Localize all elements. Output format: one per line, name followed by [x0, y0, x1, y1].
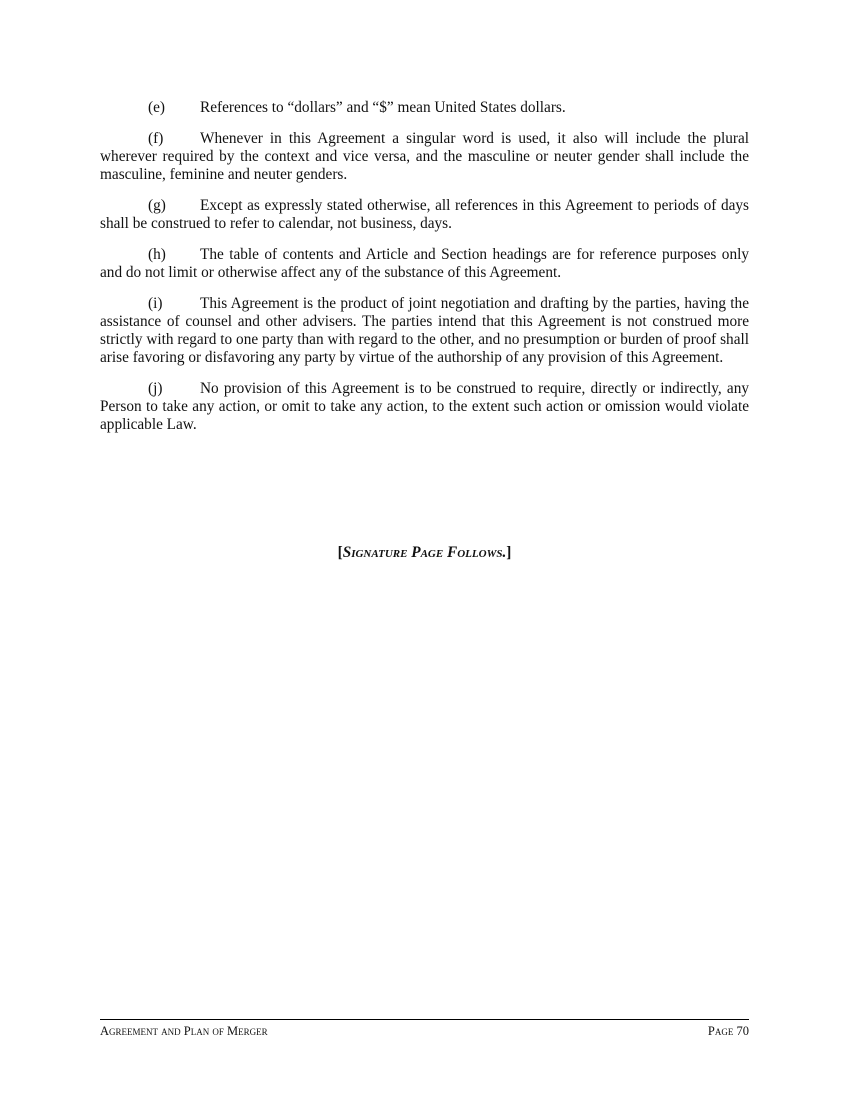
paragraph-text: The table of contents and Article and Section headings are for reference purposes only and do not limit or otherwise affect any of the substance of this Agreement.	[100, 246, 749, 281]
paragraph-text: No provision of this Agreement is to be construed to require, directly or indirectly, any Person to take any action, or omit to take any action, to the extent such action or omission would violate applicable Law.	[100, 380, 749, 433]
paragraph-label: (j)	[148, 380, 163, 397]
paragraph-label: (f)	[148, 130, 164, 147]
paragraph-g	[100, 197, 749, 233]
document-body	[100, 99, 749, 447]
paragraph-label: (g)	[148, 197, 166, 214]
signature-open-bracket: [	[337, 544, 343, 561]
footer-divider	[100, 1019, 749, 1020]
signature-close-bracket: ]	[506, 544, 512, 561]
paragraph-label: (h)	[148, 246, 166, 263]
paragraph-label: (e)	[148, 99, 165, 116]
signature-notice-text: Signature Page Follows.	[342, 544, 507, 561]
paragraph-label: (i)	[148, 295, 163, 312]
paragraph-j	[100, 380, 749, 434]
paragraph-h	[100, 246, 749, 282]
footer-document-title: Agreement and Plan of Merger	[100, 1024, 268, 1038]
paragraph-f	[100, 130, 749, 184]
paragraph-text: References to “dollars” and “$” mean United States dollars.	[200, 99, 566, 116]
paragraph-text: This Agreement is the product of joint negotiation and drafting by the parties, having the assistance of counsel and other advisers. The parties intend that this Agreement is not construed more strictly with regard to one party than with regard to the other, and no presumption or burden of proof shall arise favoring or disfavoring any party by virtue of the authorship of any provision of this Agreement.	[100, 295, 749, 366]
paragraph-text: Except as expressly stated otherwise, all references in this Agreement to periods of days shall be construed to refer to calendar, not business, days.	[100, 197, 749, 232]
footer-page-number: Page 70	[707, 1024, 749, 1038]
paragraph-e	[100, 99, 749, 117]
paragraph-i	[100, 295, 749, 367]
signature-page-notice	[0, 544, 849, 562]
paragraph-text: Whenever in this Agreement a singular word is used, it also will include the plural wherever required by the context and vice versa, and the masculine or neuter gender shall include the masculine, feminine and neuter genders.	[100, 130, 749, 183]
